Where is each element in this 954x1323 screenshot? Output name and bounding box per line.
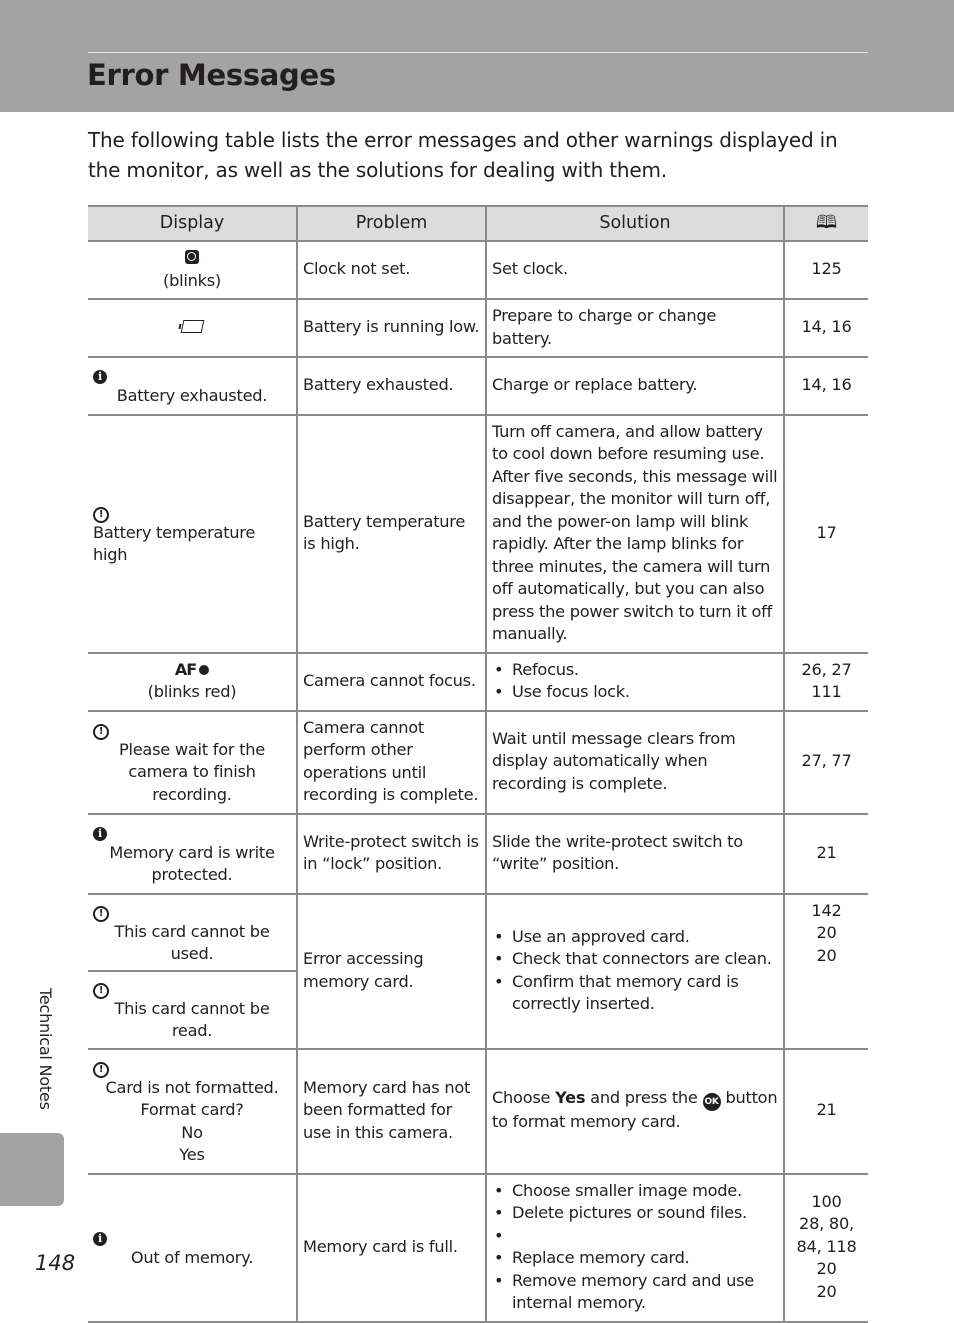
info-icon: i [93, 827, 107, 841]
warning-icon: ! [93, 507, 109, 523]
list-item: • Delete pictures or sound files. [512, 1202, 778, 1225]
problem-cell: Clock not set. [297, 241, 486, 299]
solution-cell [486, 894, 784, 1049]
warning-icon: ! [93, 983, 109, 999]
reference-line: 26, 27 [801, 659, 852, 679]
display-line: Please wait for the [118, 739, 266, 759]
display-text: This card cannot be used. [114, 921, 270, 963]
solution-cell [486, 1174, 784, 1322]
reference-line: 84, 118 [796, 1236, 857, 1256]
solution-cell: Charge or replace battery. [486, 357, 784, 415]
warning-icon: ! [93, 1062, 109, 1078]
solution-cell [486, 653, 784, 711]
reference-line: 20 [816, 1259, 837, 1279]
table-row [88, 814, 868, 894]
intro-paragraph: The following table lists the error messages and other warnings displayed in the monitor, as well as the solutions for dealing with them. [88, 128, 838, 182]
table-row [88, 653, 868, 711]
solution-cell: Turn off camera, and allow battery to cool down before resuming use. After five seconds, this message will disappear, the monitor will turn off, and the power-on lamp will blink rapidly. After the lamp blinks for three minutes, the camera will turn off automatically, but you can also press the power switch to turn it off manually. [486, 415, 784, 653]
section-side-label: Technical Notes [36, 988, 55, 1110]
list-item: • Confirm that memory card is correctly inserted. [512, 971, 778, 1016]
display-cell [88, 814, 297, 894]
section-tab [0, 1133, 64, 1206]
list-item: • Choose smaller image mode. [512, 1180, 778, 1203]
display-cell [88, 241, 297, 299]
list-spacer [512, 1225, 778, 1248]
header-rule [88, 52, 868, 53]
reference-cell [784, 1174, 868, 1322]
table-row [88, 894, 868, 1049]
display-line: camera to finish [128, 762, 256, 782]
warning-icon: ! [93, 906, 109, 922]
reference-cell: 21 [784, 814, 868, 894]
column-header-reference [784, 206, 868, 241]
display-cell [88, 711, 297, 814]
table-row [88, 1049, 868, 1174]
list-item: • Use focus lock. [512, 681, 778, 704]
problem-cell: Battery is running low. [297, 299, 486, 357]
display-text: (blinks) [163, 270, 221, 290]
book-reference-icon: 🕮 [815, 212, 838, 234]
reference-cell: 27, 77 [784, 711, 868, 814]
display-line: Format card? [140, 1100, 244, 1119]
display-line: protected. [151, 865, 233, 884]
display-line: Card is not formatted. [105, 1077, 279, 1097]
column-header-solution: Solution [486, 206, 784, 241]
error-messages-table [88, 205, 868, 1323]
header-band [0, 0, 954, 112]
reference-line: 20 [816, 1281, 837, 1301]
problem-cell: Battery temperature is high. [297, 415, 486, 653]
problem-cell: Camera cannot perform other operations until recording is complete. [297, 711, 486, 814]
column-header-problem: Problem [297, 206, 486, 241]
battery-low-icon [180, 320, 204, 333]
solution-cell: Choose Yes and press the OK button to format memory card. [486, 1049, 784, 1174]
table-row [88, 711, 868, 814]
problem-cell: Memory card has not been formatted for use in this camera. [297, 1049, 486, 1174]
solution-cell: Prepare to charge or change battery. [486, 299, 784, 357]
problem-cell: Write-protect switch is in “lock” position. [297, 814, 486, 894]
reference-line: 28, 80, [799, 1214, 854, 1234]
table-row [88, 241, 868, 299]
table-row [88, 357, 868, 415]
table-header-row [88, 206, 868, 241]
display-line: Memory card is write [109, 842, 275, 862]
reference-cell: 17 [784, 415, 868, 653]
reference-line: 111 [811, 682, 842, 701]
reference-cell [784, 653, 868, 711]
problem-cell: Error accessing memory card. [297, 894, 486, 1049]
list-item: • Use an approved card. [512, 926, 778, 949]
list-item: • Refocus. [512, 659, 778, 682]
display-text: Battery exhausted. [116, 386, 268, 405]
warning-icon: ! [93, 724, 109, 740]
reference-line: 142 [811, 900, 842, 920]
solution-cell: Set clock. [486, 241, 784, 299]
list-item: • Replace memory card. [512, 1247, 778, 1270]
display-line: recording. [152, 784, 232, 804]
reference-cell: 14, 16 [784, 299, 868, 357]
problem-cell: Battery exhausted. [297, 357, 486, 415]
display-line: No [181, 1122, 203, 1142]
display-cell [88, 653, 297, 711]
ok-button-icon: OK [703, 1093, 721, 1111]
table-row [88, 299, 868, 357]
problem-cell: Memory card is full. [297, 1174, 486, 1322]
problem-cell: Camera cannot focus. [297, 653, 486, 711]
table-row [88, 1174, 868, 1322]
reference-line: 100 [811, 1191, 842, 1211]
table-row [88, 415, 868, 653]
display-text: This card cannot be read. [114, 998, 270, 1040]
display-cell [88, 415, 297, 653]
list-item: • Check that connectors are clean. [512, 948, 778, 971]
display-line: Yes [179, 1145, 205, 1164]
info-icon: i [93, 1232, 107, 1246]
reference-cell: 21 [784, 1049, 868, 1174]
display-text: Out of memory. [130, 1247, 254, 1267]
display-cell [88, 299, 297, 357]
display-cell [88, 894, 297, 1049]
af-focus-icon: AF [175, 660, 209, 679]
list-item: • Remove memory card and use internal memory. [512, 1270, 778, 1315]
clock-icon [185, 250, 199, 264]
display-cell [88, 357, 297, 415]
column-header-display: Display [88, 206, 297, 241]
reference-line: 20 [816, 923, 837, 942]
solution-cell: Wait until message clears from display automatically when recording is complete. [486, 711, 784, 814]
reference-cell [784, 894, 868, 1049]
display-cell [88, 1174, 297, 1322]
reference-cell: 14, 16 [784, 357, 868, 415]
display-cell [88, 1049, 297, 1174]
display-text: Battery temperature high [93, 522, 256, 564]
info-icon: i [93, 370, 107, 384]
reference-line: 20 [816, 945, 837, 965]
display-text: (blinks red) [147, 682, 237, 701]
page-number: 148 [35, 1251, 76, 1275]
reference-cell: 125 [784, 241, 868, 299]
page-title: Error Messages [87, 58, 336, 92]
solution-cell: Slide the write-protect switch to “write” position. [486, 814, 784, 894]
